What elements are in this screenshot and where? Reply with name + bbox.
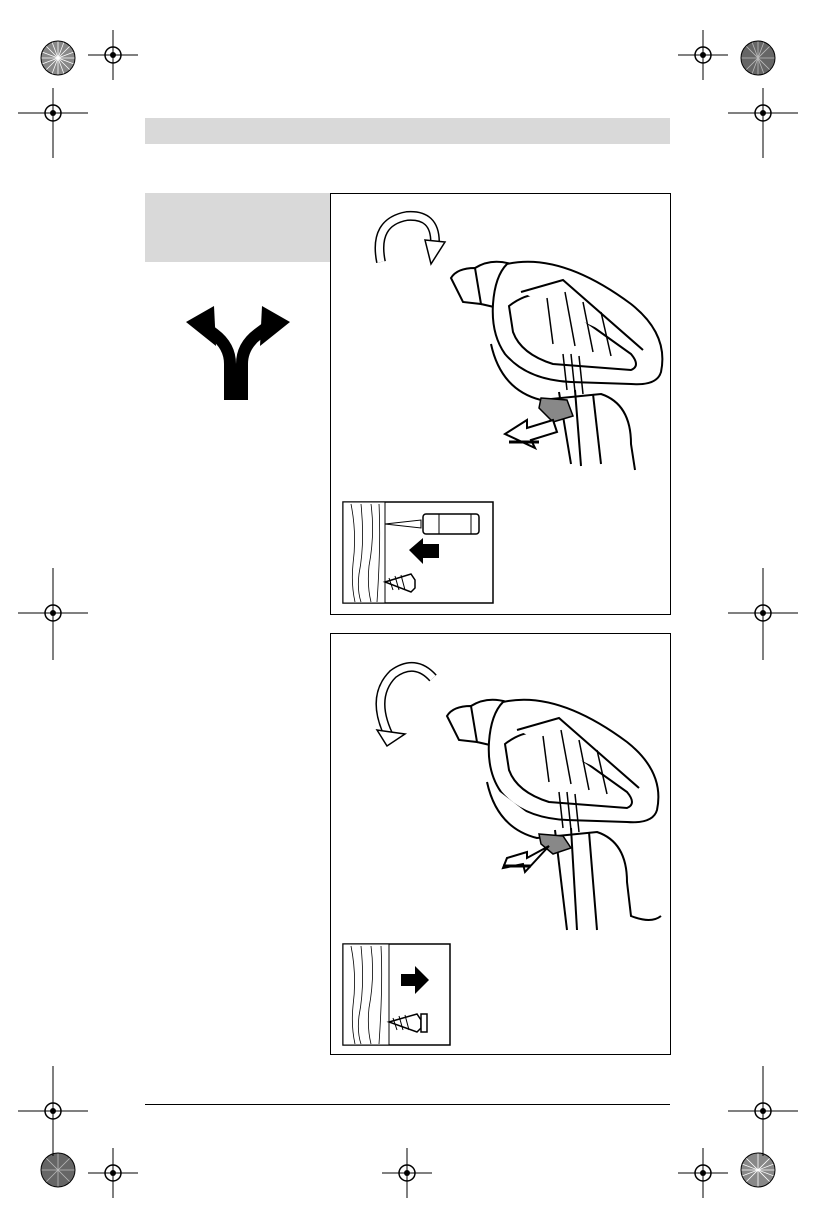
counterclockwise-rotation-arrow-icon [377,667,433,746]
registration-mark-icon [382,1148,432,1198]
registration-mark-icon [18,1066,88,1156]
color-target-icon [40,40,76,76]
registration-mark-icon [728,568,798,660]
reverse-rotation-figure [330,633,671,1055]
color-target-icon [40,1152,76,1188]
color-target-icon [740,40,776,76]
color-target-icon [740,1152,776,1188]
footer-rule [145,1104,670,1105]
registration-mark-icon [728,1066,798,1156]
header-bar [145,118,670,144]
screw-driving-in-inset [343,502,493,603]
arrow-right-icon [503,846,549,872]
forward-rotation-figure [330,193,671,615]
registration-mark-icon [88,30,138,80]
registration-mark-icon [88,1148,138,1198]
clockwise-rotation-arrow-icon [379,216,445,264]
registration-mark-icon [678,1148,728,1198]
section-label-box [145,193,330,262]
screw-removing-inset [343,944,450,1045]
registration-mark-icon [18,88,88,158]
arrow-left-icon [505,420,557,448]
registration-mark-icon [18,568,88,660]
registration-mark-icon [728,88,798,158]
fork-arrow-icon [184,302,292,402]
registration-mark-icon [678,30,728,80]
